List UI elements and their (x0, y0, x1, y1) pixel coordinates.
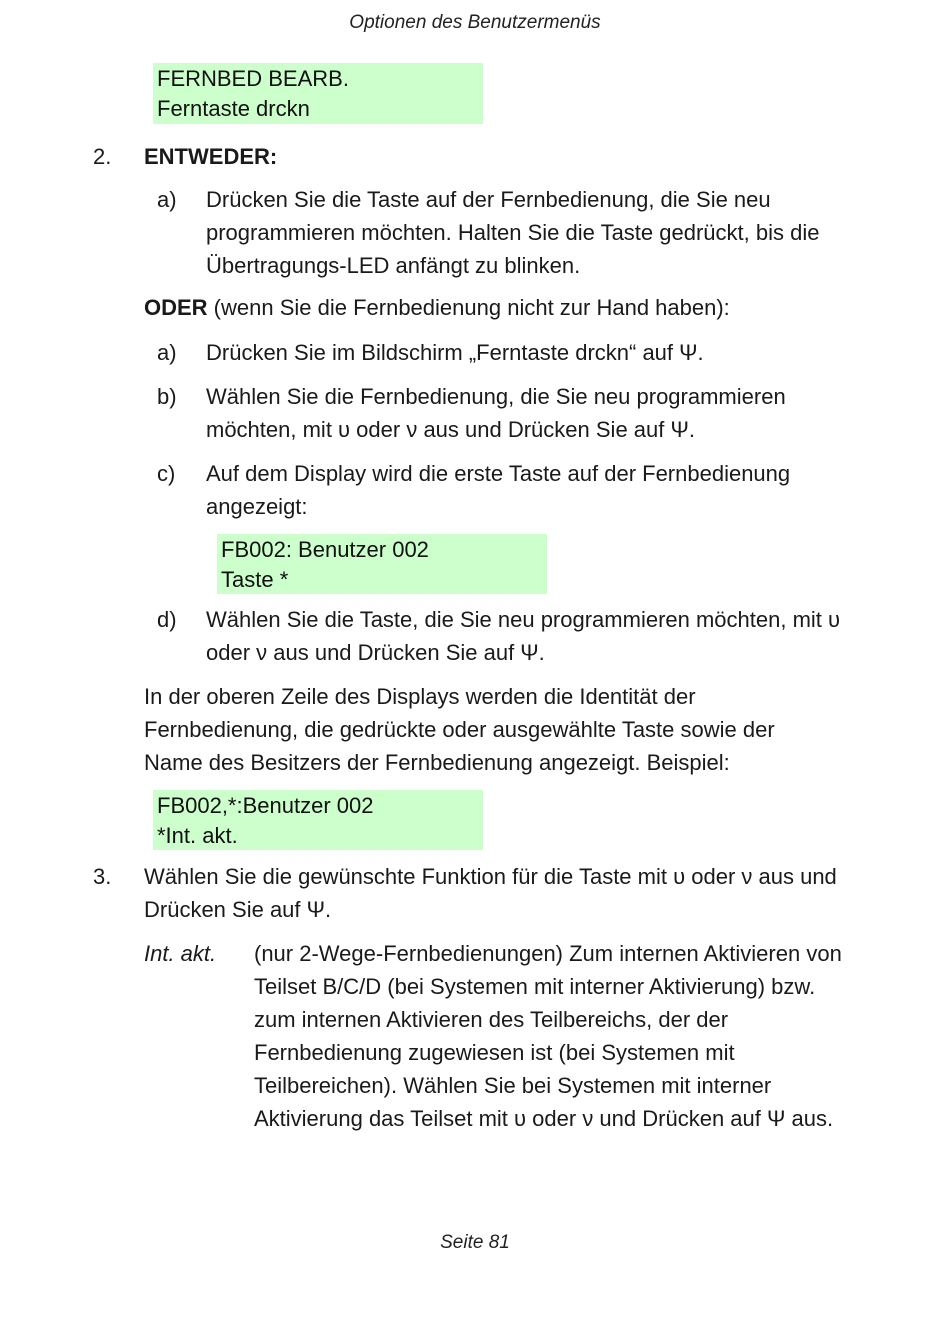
lcd-line-1: FB002,*:Benutzer 002 (157, 793, 374, 818)
lcd-display-fb002 (217, 534, 547, 594)
lcd-line-1: FERNBED BEARB. (157, 66, 349, 91)
page-number: Seite 81 (440, 1232, 510, 1253)
or-c-text: Auf dem Display wird die erste Taste auf der Fernbedienung angezeigt: (206, 461, 791, 519)
or-a-marker: a) (157, 340, 177, 365)
lcd-line-2: Taste * (221, 567, 289, 592)
or-text: (wenn Sie die Fernbedienung nicht zur Hand haben): (207, 295, 730, 320)
lcd-display-fernbed-bearb (153, 63, 483, 124)
step-2-number: 2. (93, 144, 112, 169)
lcd-line-1: FB002: Benutzer 002 (221, 537, 429, 562)
or-b-text: Wählen Sie die Fernbedienung, die Sie neu programmieren möchten, mit υ oder ν aus und Drücken Sie auf Ψ. (206, 384, 786, 442)
page-header: Optionen des Benutzermenüs (349, 12, 601, 33)
either-a-text: Drücken Sie die Taste auf der Fernbedienung, die Sie neu programmieren möchten. Halten Sie die Taste gedrückt, bis die Übertragungs-LED anfängt zu blinken. (206, 187, 820, 278)
or-d-marker: d) (157, 607, 177, 632)
or-label: ODER (144, 295, 208, 320)
or-d-text: Wählen Sie die Taste, die Sie neu programmieren möchten, mit υ oder ν aus und Drücken Sie auf Ψ. (206, 607, 841, 665)
or-a-text: Drücken Sie im Bildschirm „Ferntaste drckn“ auf Ψ. (206, 340, 704, 365)
definition-text: (nur 2-Wege-Fernbedienungen) Zum internen Aktivieren von Teilset B/C/D (bei Systemen mit interner Aktivierung) bzw. zum internen Aktivieren des Teilbereichs, der der Fernbedienung zugewiesen ist (bei Systemen mit Teilbereichen). Wählen Sie bei Systemen mit interner Aktivierung das Teilset mit υ oder ν und Drücken auf Ψ aus. (254, 941, 842, 1131)
lcd-line-2: *Int. akt. (157, 823, 238, 848)
definition-term: Int. akt. (144, 941, 217, 966)
or-line (144, 291, 864, 324)
either-a-marker: a) (157, 187, 177, 212)
lcd-display-example (153, 790, 483, 850)
step-2-label: ENTWEDER: (144, 144, 278, 169)
or-c-marker: c) (157, 461, 176, 486)
display-info-paragraph: In der oberen Zeile des Displays werden die Identität der Fernbedienung, die gedrückte oder ausgewählte Taste sowie der Name des Besitzers der Fernbedienung angezeigt. Beispiel: (144, 684, 775, 775)
step-3-text: Wählen Sie die gewünschte Funktion für die Taste mit υ oder ν aus und Drücken Sie auf Ψ. (144, 864, 837, 922)
lcd-line-2: Ferntaste drckn (157, 96, 310, 121)
or-b-marker: b) (157, 384, 177, 409)
step-3-number: 3. (93, 864, 112, 889)
